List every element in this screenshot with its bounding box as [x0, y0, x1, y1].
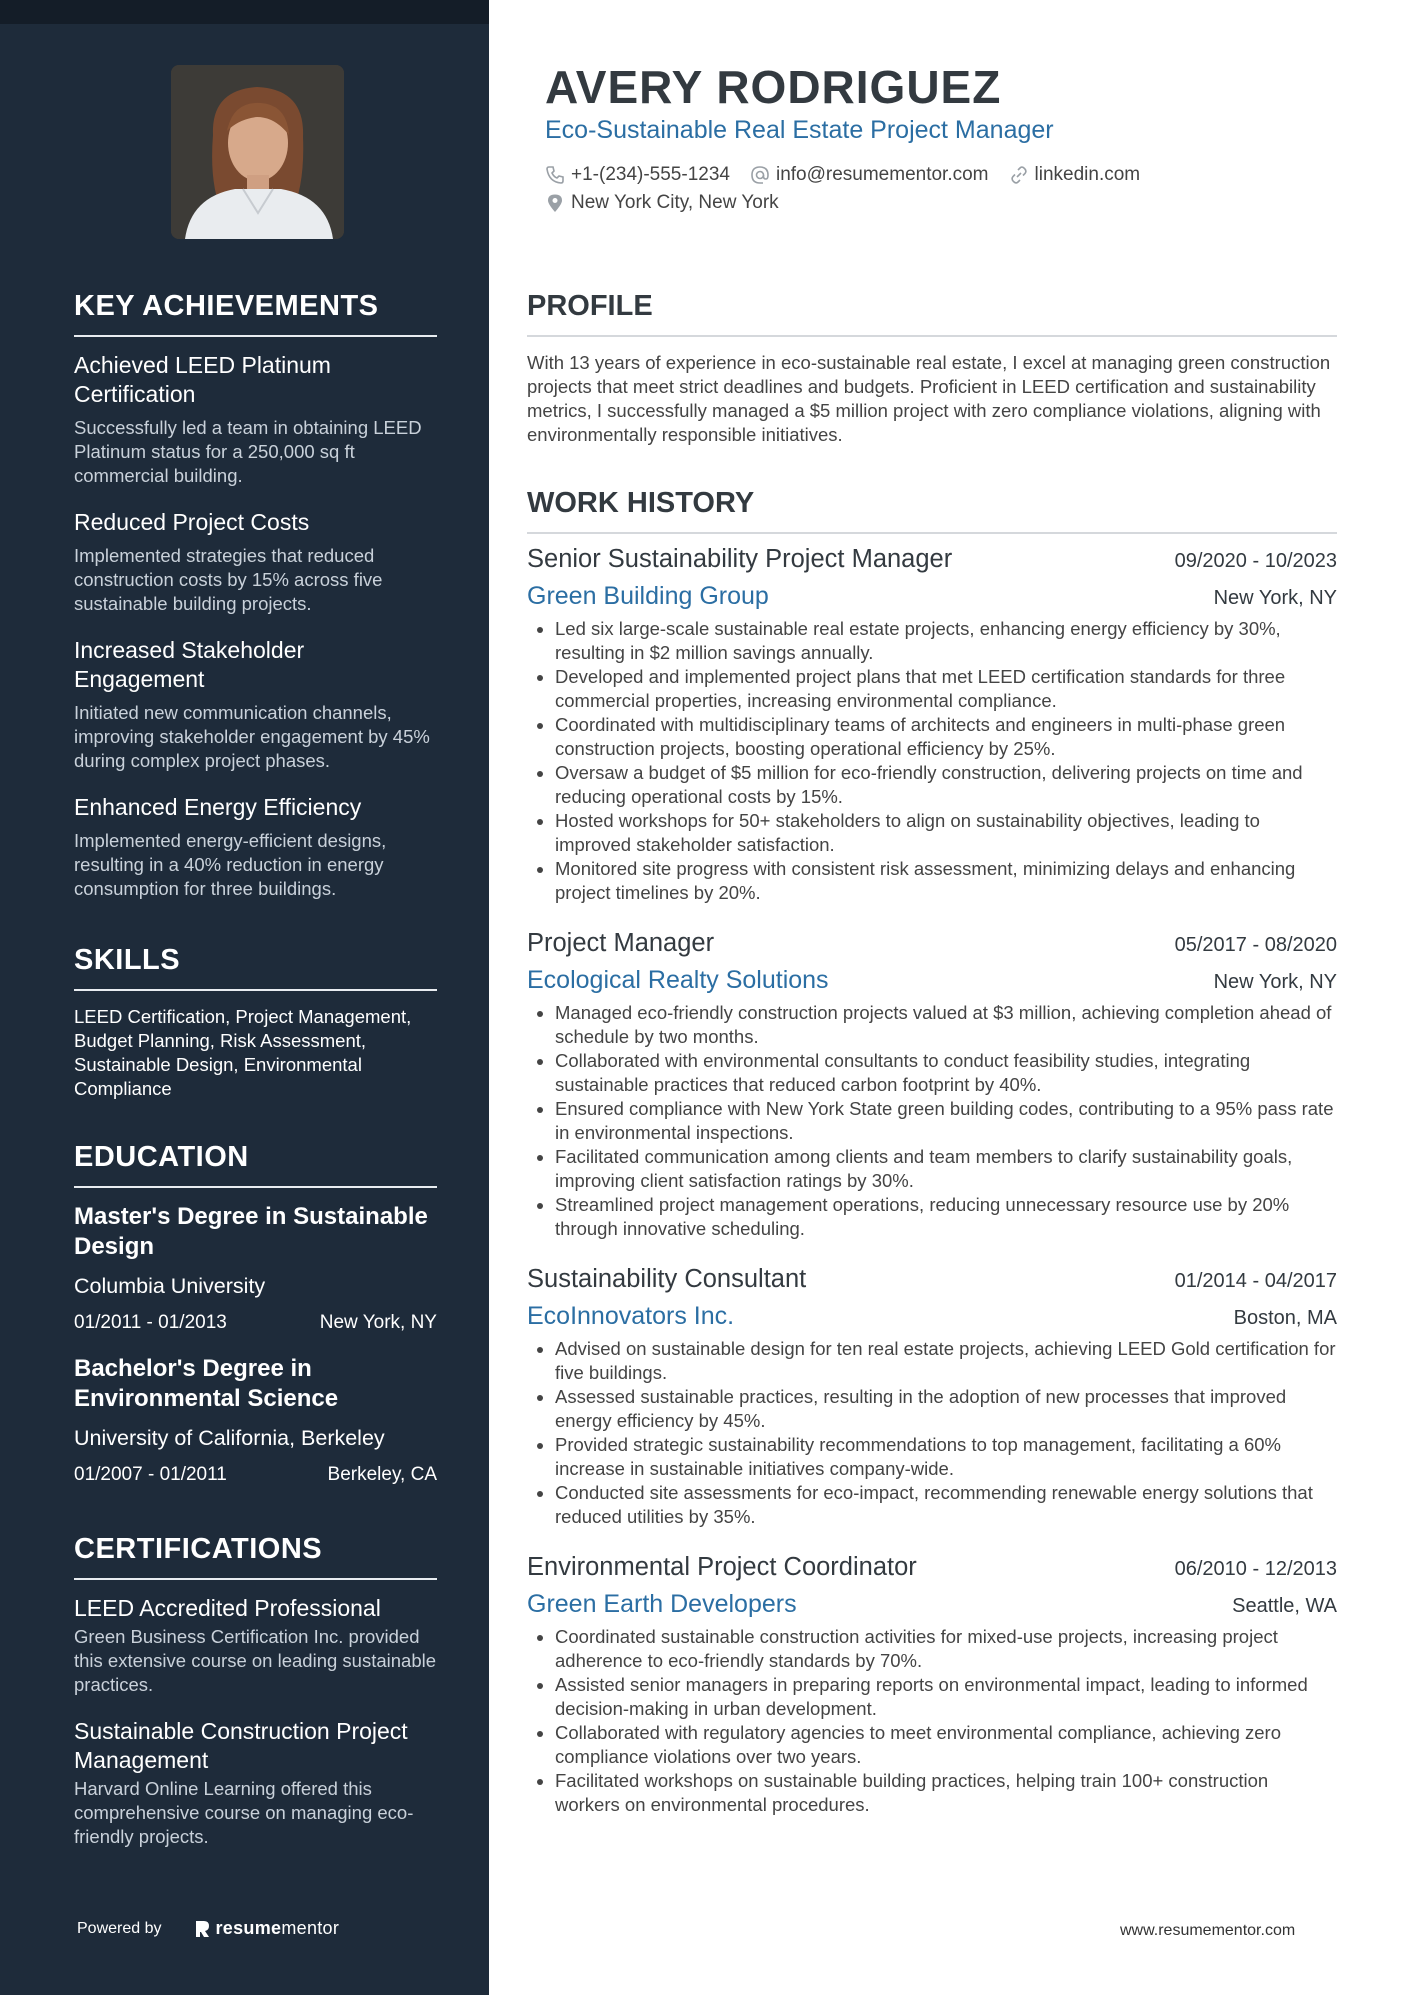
powered-by	[77, 1918, 339, 1939]
job-header	[527, 929, 1337, 958]
job-bullet: • Advised on sustainable design for ten real estate projects, achieving LEED Gold certification for five buildings.	[555, 1337, 1337, 1385]
phone-text: +1-(234)-555-1234	[571, 164, 730, 185]
job-entry	[527, 1265, 1337, 1529]
job-header	[527, 1553, 1337, 1582]
location-row	[545, 192, 799, 214]
location-text: New York City, New York	[571, 192, 779, 213]
job-bullet: • Provided strategic sustainability recommendations to top management, facilitating a 60% increase in sustainable initiatives company-wide.	[555, 1433, 1337, 1481]
job-bullet: • Oversaw a budget of $5 million for eco-friendly construction, delivering projects on time and reducing operational costs by 15%.	[555, 761, 1337, 809]
job-subheader	[527, 582, 1337, 611]
job-bullet: • Coordinated sustainable construction activities for mixed-use projects, increasing project adherence to eco-friendly standards by 70%.	[555, 1625, 1337, 1673]
education-school: University of California, Berkeley	[74, 1426, 385, 1450]
job-bullet: • Collaborated with regulatory agencies to meet environmental compliance, achieving zero compliance violations over two years.	[555, 1721, 1337, 1769]
job-dates: 05/2017 - 08/2020	[1174, 934, 1337, 956]
sidebar-top-bar	[0, 0, 489, 24]
achievement-title: Enhanced Energy Efficiency	[74, 794, 362, 820]
resumementor-brand[interactable]	[216, 1918, 340, 1939]
key-achievements-section	[74, 290, 437, 901]
footer-website-link[interactable]: www.resumementor.com	[1120, 1922, 1296, 1939]
job-entry	[527, 1553, 1337, 1817]
job-bullet: • Hosted workshops for 50+ stakeholders to align on sustainability objectives, leading to improved stakeholder satisfaction.	[555, 809, 1337, 857]
linkedin-text: linkedin.com	[1034, 164, 1141, 185]
skills-list: LEED Certification, Project Management, Budget Planning, Risk Assessment, Sustainable Design, Environmental Compliance	[74, 1006, 412, 1099]
job-location: New York, NY	[1213, 971, 1337, 993]
education-degree: Master's Degree in Sustainable Design	[74, 1203, 428, 1260]
job-bullet: • Ensured compliance with New York State green building codes, contributing to a 95% pass rate in environmental inspections.	[555, 1097, 1337, 1145]
job-subheader	[527, 1302, 1337, 1331]
certifications-section	[74, 1533, 437, 1849]
job-bullets	[527, 1337, 1337, 1529]
job-bullets	[527, 617, 1337, 905]
profile-heading: PROFILE	[527, 290, 1337, 337]
job-bullet: • Led six large-scale sustainable real estate projects, enhancing energy efficiency by 30%, resulting in $2 million savings annually.	[555, 617, 1337, 665]
job-location: New York, NY	[1213, 587, 1337, 609]
job-entry	[527, 545, 1337, 905]
job-dates: 06/2010 - 12/2013	[1174, 1558, 1337, 1580]
certification-title: Sustainable Construction Project Management	[74, 1718, 408, 1773]
contact-row	[545, 164, 1160, 186]
phone-contact[interactable]	[545, 164, 730, 186]
job-company: Green Building Group	[527, 582, 769, 610]
education-dates: 01/2007 - 01/2011	[74, 1464, 227, 1485]
job-bullet: • Monitored site progress with consistent risk assessment, minimizing delays and enhancing project timelines by 20%.	[555, 857, 1337, 905]
job-location: Seattle, WA	[1232, 1595, 1337, 1617]
job-bullet: • Conducted site assessments for eco-impact, recommending renewable energy solutions that reduced utilities by 35%.	[555, 1481, 1337, 1529]
skills-heading: SKILLS	[74, 944, 437, 991]
certifications-heading: CERTIFICATIONS	[74, 1533, 437, 1580]
job-bullet: • Assessed sustainable practices, resulting in the adoption of new processes that improved energy efficiency by 45%.	[555, 1385, 1337, 1433]
work-history-heading: WORK HISTORY	[527, 487, 1337, 534]
education-item	[74, 1202, 437, 1334]
job-title: Senior Sustainability Project Manager	[527, 545, 953, 573]
job-bullet: • Coordinated with multidisciplinary teams of architects and engineers in multi-phase green construction projects, boosting operational efficiency by 25%.	[555, 713, 1337, 761]
education-heading: EDUCATION	[74, 1141, 437, 1188]
candidate-name: AVERY RODRIGUEZ	[545, 61, 1002, 113]
key-achievements-heading: KEY ACHIEVEMENTS	[74, 290, 437, 337]
achievement-item	[74, 508, 437, 616]
job-dates: 01/2014 - 04/2017	[1174, 1270, 1337, 1292]
certification-item	[74, 1717, 437, 1849]
skills-section	[74, 944, 437, 1101]
education-section	[74, 1141, 437, 1486]
job-bullet: • Streamlined project management operations, reducing unnecessary resource use by 20% through innovative scheduling.	[555, 1193, 1337, 1241]
job-bullet: • Facilitated communication among clients and team members to clarify sustainability goals, improving client satisfaction ratings by 30%.	[555, 1145, 1337, 1193]
location-pin-icon	[545, 193, 565, 213]
certification-title: LEED Accredited Professional	[74, 1595, 381, 1621]
achievement-description: Successfully led a team in obtaining LEED Platinum status for a 250,000 sq ft commercial building.	[74, 417, 422, 486]
sidebar	[0, 0, 489, 1995]
certification-description: Harvard Online Learning offered this comprehensive course on managing eco-friendly projects.	[74, 1778, 414, 1847]
education-degree: Bachelor's Degree in Environmental Science	[74, 1355, 339, 1412]
job-title: Project Manager	[527, 929, 715, 957]
education-meta	[74, 1312, 437, 1334]
education-location: Berkeley, CA	[327, 1464, 437, 1485]
phone-icon	[545, 165, 565, 185]
email-text: info@resumementor.com	[775, 164, 989, 185]
job-subheader	[527, 966, 1337, 995]
achievement-title: Increased Stakeholder Engagement	[74, 637, 305, 692]
job-company: Ecological Realty Solutions	[527, 966, 829, 994]
job-company: EcoInnovators Inc.	[527, 1302, 735, 1330]
brand-bold: resume	[215, 1918, 282, 1938]
location-contact	[545, 192, 779, 214]
job-title: Environmental Project Coordinator	[527, 1553, 917, 1581]
achievement-item	[74, 636, 437, 773]
job-location: Boston, MA	[1233, 1307, 1337, 1329]
job-bullet: • Developed and implemented project plans that met LEED certification standards for three commercial properties, increasing environmental compliance.	[555, 665, 1337, 713]
resumementor-logo-icon	[194, 1919, 210, 1939]
achievement-description: Initiated new communication channels, improving stakeholder engagement by 45% during complex project phases.	[74, 702, 430, 771]
education-item	[74, 1354, 437, 1486]
education-location: New York, NY	[319, 1312, 437, 1333]
job-bullet: • Assisted senior managers in preparing reports on environmental impact, leading to informed decision-making in urban development.	[555, 1673, 1337, 1721]
job-bullet: • Collaborated with environmental consultants to conduct feasibility studies, integrating sustainable practices that reduced carbon footprint by 40%.	[555, 1049, 1337, 1097]
achievement-description: Implemented energy-efficient designs, resulting in a 40% reduction in energy consumption for three buildings.	[74, 830, 387, 899]
profile-photo	[171, 65, 344, 239]
job-header	[527, 1265, 1337, 1294]
education-meta	[74, 1464, 437, 1486]
email-contact[interactable]	[750, 164, 989, 186]
certification-description: Green Business Certification Inc. provided this extensive course on leading sustainable practices.	[74, 1626, 437, 1695]
education-school: Columbia University	[74, 1274, 266, 1298]
brand-light: mentor	[281, 1918, 340, 1938]
job-title: Sustainability Consultant	[527, 1265, 807, 1293]
job-subheader	[527, 1590, 1337, 1619]
portrait-image	[171, 65, 344, 239]
job-bullet: • Facilitated workshops on sustainable building practices, helping train 100+ construction workers on environmental procedures.	[555, 1769, 1337, 1817]
achievement-description: Implemented strategies that reduced construction costs by 15% across five sustainable building projects.	[74, 545, 383, 614]
job-bullet: • Managed eco-friendly construction projects valued at $3 million, achieving completion ahead of schedule by two months.	[555, 1001, 1337, 1049]
achievement-title: Achieved LEED Platinum Certification	[74, 352, 331, 407]
achievement-item	[74, 351, 437, 488]
achievement-title: Reduced Project Costs	[74, 509, 310, 535]
link-icon	[1009, 165, 1029, 185]
job-company: Green Earth Developers	[527, 1590, 797, 1618]
linkedin-contact[interactable]	[1009, 164, 1141, 186]
achievement-item	[74, 793, 437, 901]
job-bullets	[527, 1001, 1337, 1241]
job-dates: 09/2020 - 10/2023	[1174, 550, 1337, 572]
education-dates: 01/2011 - 01/2013	[74, 1312, 227, 1333]
job-header	[527, 545, 1337, 574]
certification-item	[74, 1594, 437, 1697]
job-entry	[527, 929, 1337, 1241]
candidate-title: Eco-Sustainable Real Estate Project Manager	[545, 116, 1054, 144]
at-icon	[750, 165, 770, 185]
powered-by-label: Powered by	[77, 1919, 162, 1937]
profile-summary: With 13 years of experience in eco-sustainable real estate, I excel at managing green construction projects that meet strict deadlines and budgets. Proficient in LEED certification and sustainability metrics, I successfully managed a $5 million project with zero compliance violations, aligning with environmentally responsible initiatives.	[527, 352, 1331, 445]
job-bullets	[527, 1625, 1337, 1817]
